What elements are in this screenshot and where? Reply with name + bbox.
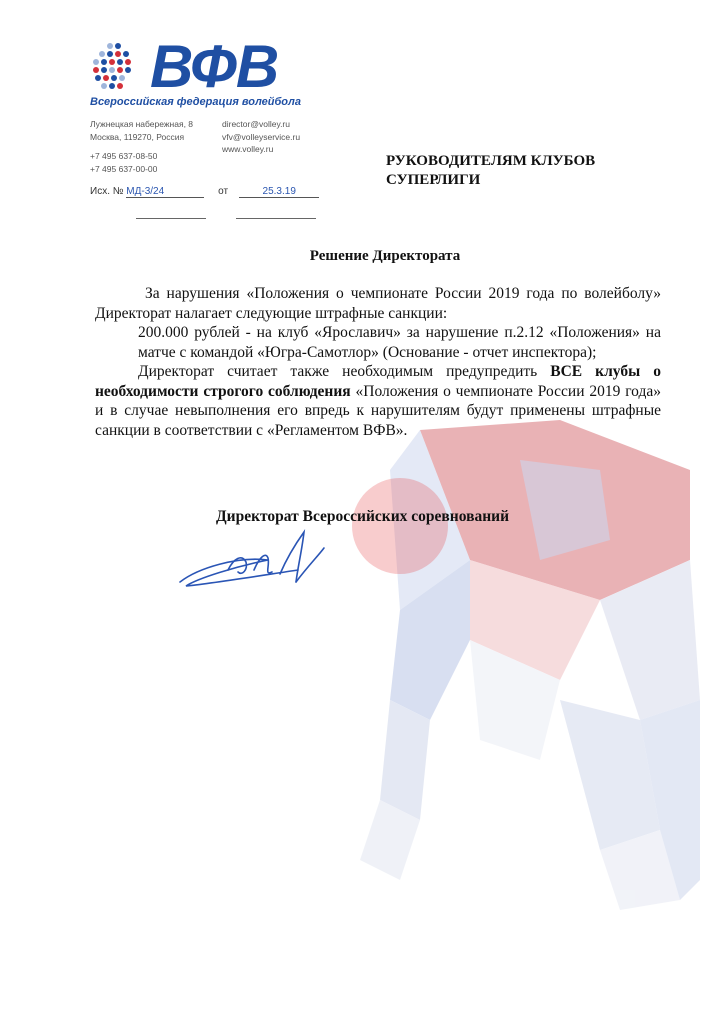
- website: www.volley.ru: [222, 144, 274, 154]
- addressee-line: СУПЕРЛИГИ: [386, 172, 481, 188]
- blank-line: [136, 218, 206, 219]
- date-value: 25.3.19: [239, 186, 319, 198]
- paragraph-warning: [95, 362, 661, 440]
- warning-text-end: «Положения о чемпионате России 2019 года» и в случае невыполнения его впредь к нарушителям будут применены штрафные санкции в соответствии с «Регламентом ВФВ».: [95, 382, 661, 439]
- logo-wordmark: ВФВ: [150, 33, 279, 100]
- paragraph-sanctions-intro: За нарушения «Положения о чемпионате России 2019 года по волейболу» Директорат налагает следующие штрафные санкции:: [95, 285, 661, 322]
- phones: [90, 150, 157, 175]
- email-vfv: vfv@volleyservice.ru: [222, 131, 301, 142]
- email-director: director@volley.ru: [222, 119, 290, 129]
- org-name: Всероссийская федерация волейбола: [90, 96, 301, 108]
- phone-line: +7 495 637-00-00: [90, 163, 158, 174]
- addressee-line: РУКОВОДИТЕЛЯМ КЛУБОВ: [386, 153, 596, 169]
- outgoing-reference: [90, 186, 319, 198]
- address-line: Москва, 119270, Россия: [90, 131, 185, 142]
- logo-icon: [90, 40, 146, 96]
- handwritten-signature: [168, 526, 328, 598]
- document-body: [95, 284, 661, 440]
- blank-line: [236, 218, 316, 219]
- signatory: Директорат Всероссийских соревнований: [216, 508, 509, 525]
- addressee: [386, 152, 595, 190]
- date-label: от: [218, 186, 229, 197]
- document-title: Решение Директората: [309, 248, 461, 264]
- address: [90, 118, 193, 143]
- contacts-online: [222, 118, 300, 156]
- warning-text-start: Директорат считает также необходимым предупредить: [138, 363, 551, 380]
- paragraph-fine: 200.000 рублей - на клуб «Ярославич» за нарушение п.2.12 «Положения» на матче с командой «Югра-Самотлор» (Основание - отчет инспектора);: [138, 324, 661, 361]
- phone-line: +7 495 637-08-50: [90, 151, 158, 161]
- out-number: МД-3/24: [126, 186, 204, 198]
- address-line: Лужнецкая набережная, 8: [90, 119, 194, 129]
- warning-text-bold: ВСЕ клубы о необходимости строгого соблюдения: [95, 363, 661, 400]
- out-number-label: Исх. №: [90, 186, 124, 197]
